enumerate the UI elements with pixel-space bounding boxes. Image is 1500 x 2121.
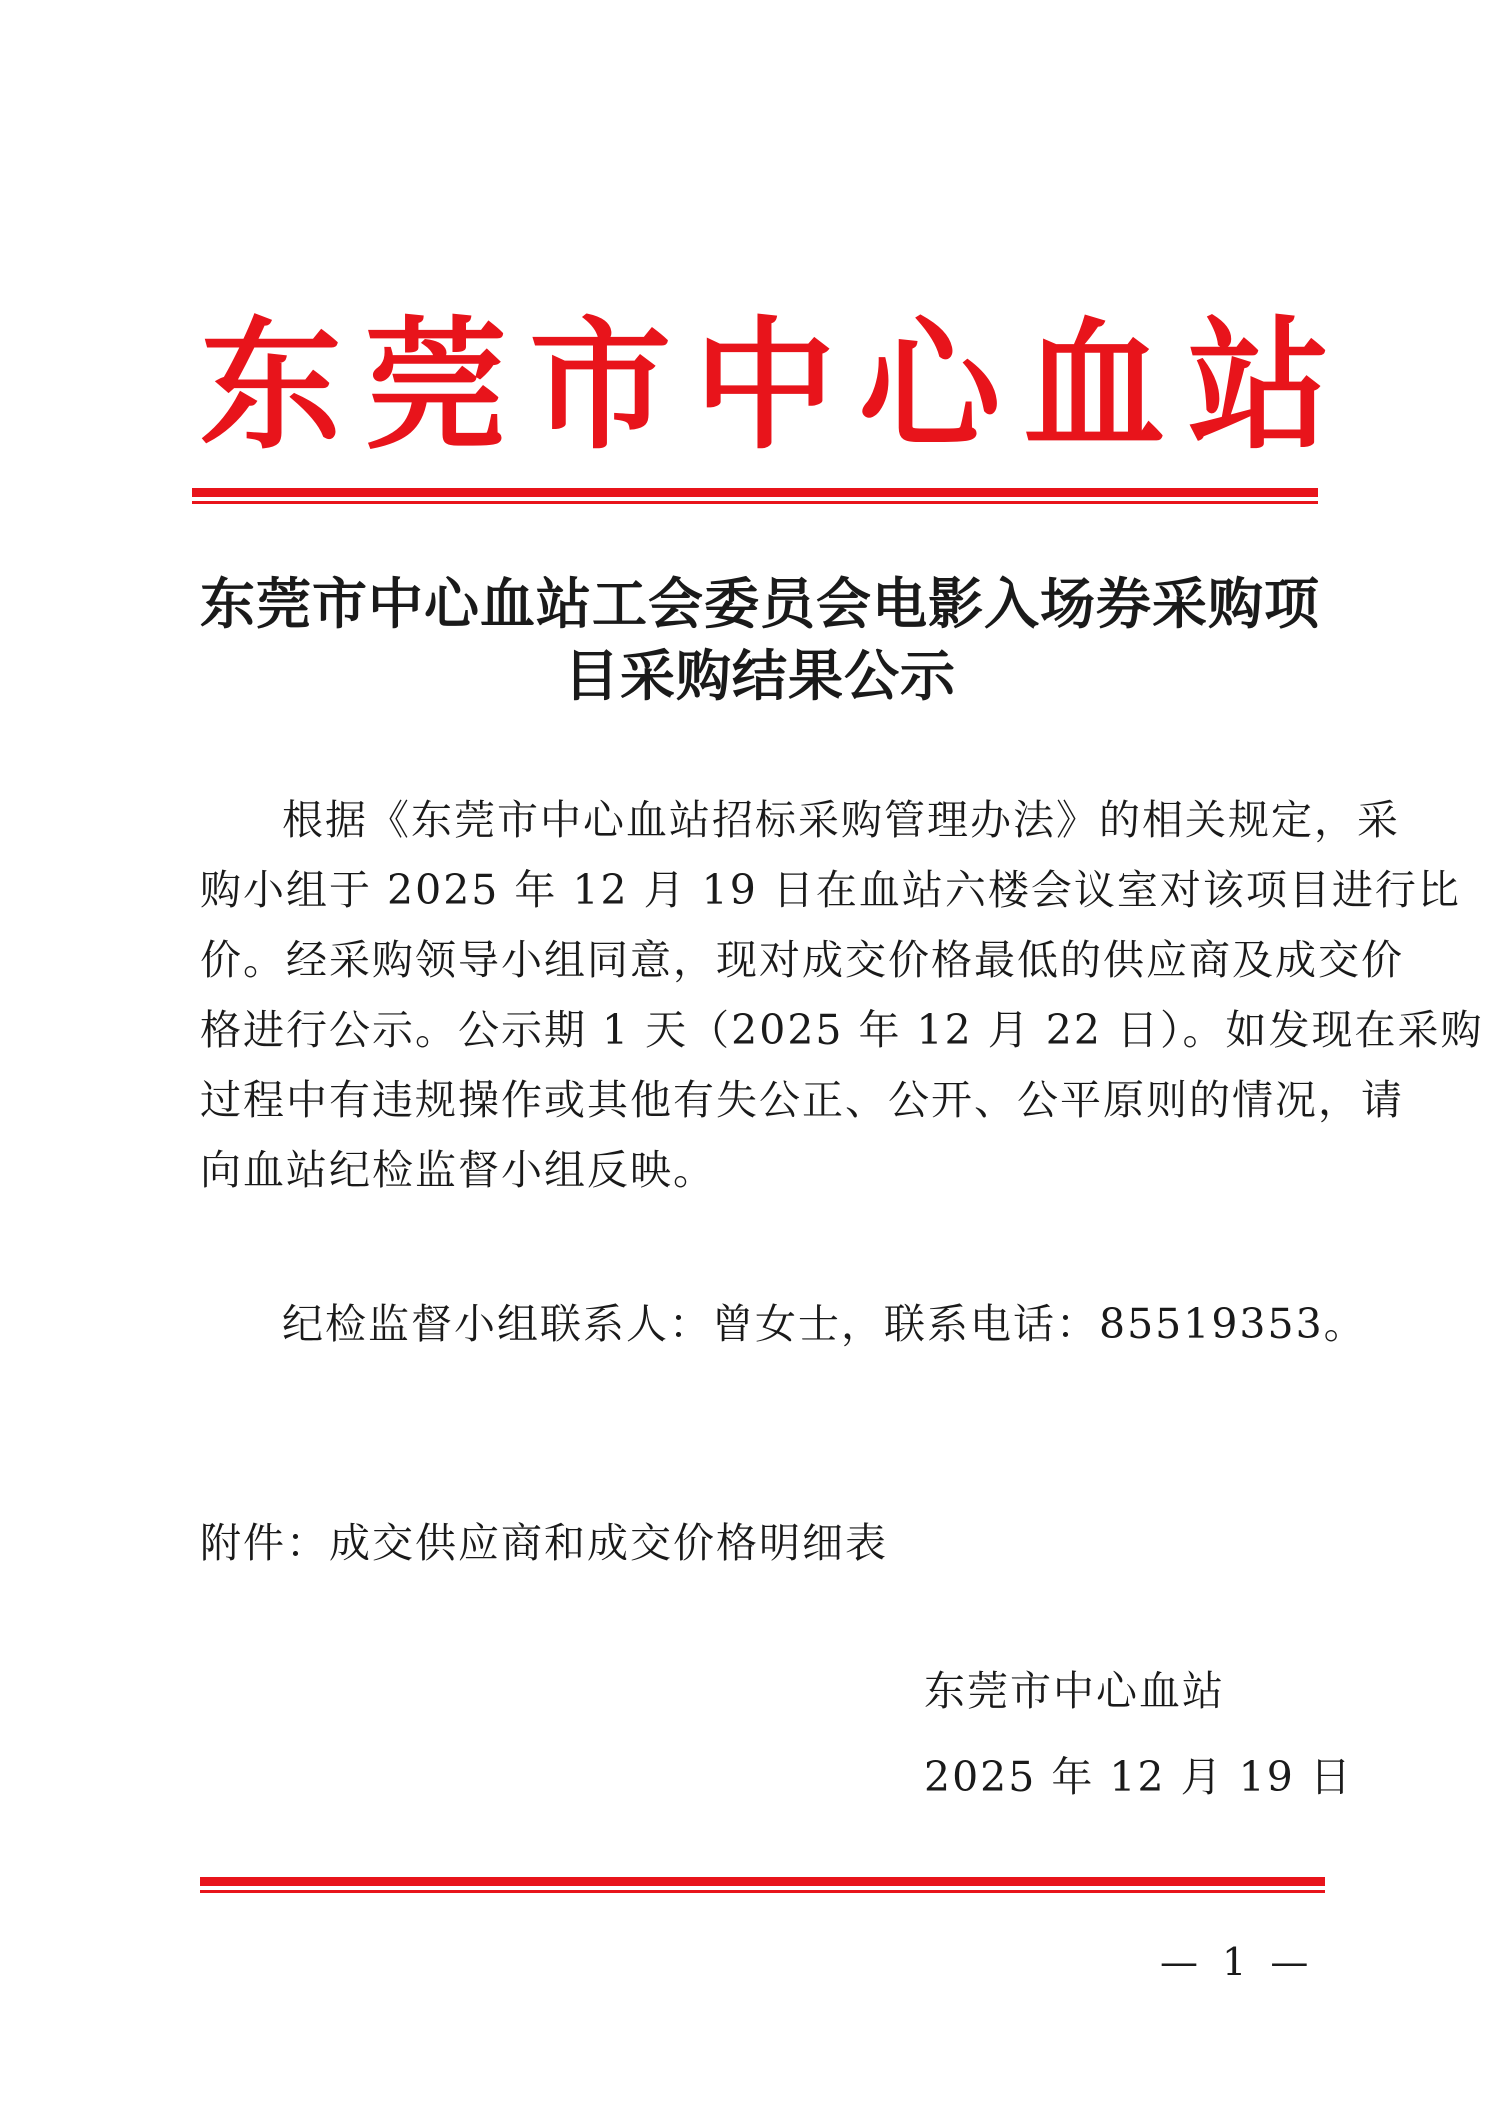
signature-org: 东莞市中心血站 — [924, 1667, 1225, 1715]
signature-date: 2025 年 12 月 19 日 — [924, 1753, 1353, 1801]
masthead-char: 莞 — [364, 303, 507, 469]
masthead — [200, 296, 1330, 476]
footer-rule-thick — [200, 1877, 1325, 1886]
page-number: — 1 — — [1160, 1940, 1315, 1984]
footer-rule-thin — [200, 1890, 1325, 1893]
body-paragraph — [200, 785, 1484, 1205]
attachment-line: 附件：成交供应商和成交价格明细表 — [200, 1519, 888, 1567]
body-line: 购小组于 2025 年 12 月 19 日在血站六楼会议室对该项目进行比 — [200, 866, 1461, 914]
masthead-char: 东 — [200, 303, 342, 469]
header-rule-thick — [192, 488, 1318, 497]
body-line: 过程中有违规操作或其他有失公正、公开、公平原则的情况，请 — [200, 1076, 1404, 1124]
body-line: 向血站纪检监督小组反映。 — [200, 1146, 716, 1194]
masthead-char: 中 — [693, 303, 836, 469]
contact-line: 纪检监督小组联系人：曾女士，联系电话：85519353。 — [282, 1300, 1367, 1348]
title-line-2: 目采购结果公示 — [563, 643, 956, 708]
contact-paragraph — [200, 1289, 1367, 1359]
document-title — [200, 568, 1320, 712]
masthead-char: 血 — [1023, 303, 1166, 469]
masthead-char: 市 — [529, 303, 672, 469]
body-line: 价。经采购领导小组同意，现对成交价格最低的供应商及成交价 — [200, 936, 1404, 984]
signature-block — [924, 1648, 1353, 1820]
masthead-char: 站 — [1187, 303, 1330, 469]
masthead-char: 心 — [858, 303, 1001, 469]
header-rule-thin — [192, 501, 1318, 504]
body-line: 格进行公示。公示期 1 天（2025 年 12 月 22 日）。如发现在采购 — [200, 1006, 1484, 1054]
attachment-paragraph — [200, 1508, 1325, 1578]
title-line-1: 东莞市中心血站工会委员会电影入场券采购项 — [200, 571, 1321, 636]
body-line: 根据《东莞市中心血站招标采购管理办法》的相关规定，采 — [282, 796, 1400, 844]
